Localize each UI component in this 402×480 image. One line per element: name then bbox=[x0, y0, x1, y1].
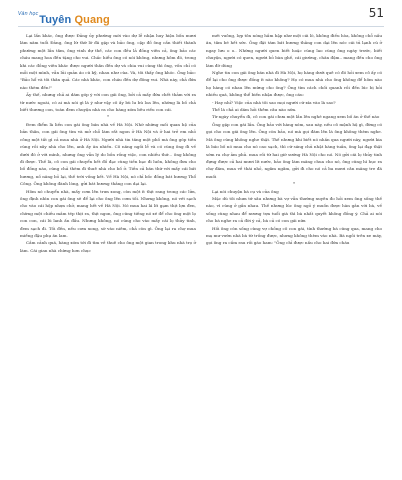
magazine-logo bbox=[18, 6, 110, 26]
page-number: 51 bbox=[368, 6, 384, 20]
paragraph: Ông gặp con gái lần. Ông bảo với hàng xóm, sau này, nếu cô mệnh hệ gì, đừng có gọi cho con gái ông lên. Ông còn bảo, nó mà gọi đám lên là ông không thèm nghe. Mà ông cũng không nghe thật. Thế nhưng khi biết nó nhắn qua người này, người kia là báo bố nó mua cho nó cao sạch, thì cứ sáng chủ nhật hàng tuần, ông lại đạp thật sớm ra chợ ảm phủ. mua rồi từ hai giờ sướng Hà Nội cho nó. Nó gửi cái lọ thủy tinh đựng được cả hai mươi lít nước, bảo ông làm măng chua cho nó, ông cũng hì hục ra chợ đám, mua về thái nhỏ, ngâm ngâm, gửi đi cho nó cả ba mươi cân măng tre đá muối bbox=[206, 121, 382, 179]
logo-prefix: Văn học bbox=[18, 11, 39, 17]
paragraph: Từ ngày chuyển đi, cô con gái chưa một lần lên nghé ngang xem bố ăn ở thế nào bbox=[212, 114, 380, 120]
logo-title bbox=[39, 14, 110, 26]
article-body bbox=[20, 32, 382, 472]
paragraph: Ấy thế, nhưng chả ai dám góp ý với con gái ông, bởi cả mấy đứa chết thảm với ra từ nước ngoài, có ai mà nói gì là ý như vậy cô ấy bù lu bù loa lên, những là bố chả biết thương con, toàn đem chuyện nhà ra cho hàng xóm bêu riếu con cái. bbox=[20, 92, 196, 113]
paragraph: Hôm nó chuyển nhà, mấy cơm lên trưa xong, còn một ít thịt rang trong các lửa, ông định nhìn con gái ông sẽ để lại cho ông lên cơm tối. Nhưng không, nó vét sạch cho vào cái hộp nhựa chở, mang hết về Hà Nội. Nó mua hai lá lít gạm thịt lợn đen, chừng một chiều mắm tép thịt ra, thịt ngon, ông cũng tiếng nó xé để cho ông một lọ con con, cái lũ lanh ấn đấu. Nhưng không, nó cũng cho vào mấy cái lọ thủy tinh, đem sạch đi. Tối đến, nếu cơm xong, sờ vào niêm, chả còn gì. Ông lại ra chợ mua miếng đậu phụ ăn lam. bbox=[20, 188, 196, 238]
paragraph: Hồi ông còn sống cùng vợ chồng cô con gái, tính thường bà cũng qua, mang cho mẹ mư vườn nhà bà từ trồng được, nhưng không thèm vào nhà. Bà ngồi trên xe máy, gọi ông ra cầm rau rồi gào ham: "Ông chỉ được nấu cho hai đứa cháu bbox=[206, 225, 382, 246]
logo-word-2: Quang bbox=[74, 14, 110, 26]
logo-word-1: Tuyên bbox=[39, 14, 72, 26]
header-divider bbox=[18, 26, 384, 27]
left-column bbox=[20, 32, 196, 472]
paragraph: Cầm cảnh quá, hàng xóm tới đi tìm về thuê cho ông một gian trong khu nhà trọ ở làm. Cái gian nhà chừng hơn chục bbox=[20, 240, 196, 253]
paragraph: Đem điểm là liền con gái ông bán nhà về Hà Nội. Nhờ những mối quan hệ của bản thân, con gái ông tìm và mở chỗ làm rất ngon ở Hà Nội và ở hai trẻ em nhỏ công một tất gì cả mua nhà ở Hà Nội. Người nhà tin tăng một phố mà ông góp tiền cùng rồi xây nhà cho lên, anh ấy ăn nhiều. Cô năng ngồi lễ và có cùng ông đi về dưới đó ở với mình, nhưng ông vẫn lý do bồn rồng việc, con nhiều thứ... ông không đi được. Thế là, cô con gái chuyển hết đồ đạc cùng tiền bạc đi luôn, không đưa cho bố đồng nào, cũng chả thèm đi thuê nhà cho bố ở. Tiền cả bán thứ với mấy cái bát hương, nồ năng bỏ lại, thế trời vống kết. Về Hà Nội, nó chỉ bốc đồng bát hương Thổ Công. Ông không đành lòng, gửi bát hương thắng con dại lại. bbox=[20, 121, 196, 187]
paragraph: mét vuông, lợp tôn nóng hầm hập như một cái lò, không điều hòa, không chỗ nấu ăn, tâm bé hết sức. Ông đặt tám bát hương thằng con dại lên nóc cái tủ lạnh cũ ở ngay lưu o o.. Những người quen biết hoặc cùng lao cùng ông ngày trước, biết chuyện, người có quen, người bỏ bàn ghế, cái giường, chăn đệm.. mang đến cho ông làm đỡ dùng bbox=[206, 33, 382, 68]
right-column bbox=[206, 32, 382, 472]
paragraph: Lại lần khác, ông được Đảng ủy phường mời vào dự lễ nhận huy hiệu bốn mươi lăm năm tuổi Đảng, ông lữ thữ lỡ đã gặp và bảo ông, cập đồ ông cần thiết thành phường một lần tâm, ông vinh dự thế, các con đều lả đồng viên cả, ông bảo các cháu mang hoa đến tặng cho vui. Chắc hiểu ông có nói không, nhưng hôm đó, trong khi các đồng viên khác được người thân đến dự và chia vui cùng thì ông, vốn chỉ có mỗi một mình, vẫn lủi quản áo cũ kỹ, nhau như cùa. Và, tôi thấy ông khóc. Ông bảo: "Bảo hổ và tôi thân quả. Các nhà khác, con cháu đến dự đông vui. Nhà này, chả đứa nào thèm đến!" bbox=[20, 33, 196, 90]
section-separator: * bbox=[292, 181, 296, 187]
paragraph: - Hay nhỉ? Việc của nhà tôi sao mọi người cứ xía vào là sao? bbox=[212, 99, 336, 105]
paragraph: Nghe tin con gái ông bán nhà đi Hà Nội, họ hàng dưới quê có đó hỏi xem cô ấy có để lại cho ông được đồng ít nào không? Họ có mua nhà cho ông không để hôm nào họ hàng có nhau lên mừng cho ông? Ông tìm cách chối quanh rồi đến lúc bị hỏi nhiều quá, không thể biến nhận được, ông cáu: bbox=[206, 70, 382, 98]
page-header bbox=[18, 4, 384, 30]
section-separator: * bbox=[106, 114, 110, 120]
paragraph: Thế là chả ai dám hỏi thêm câu nào nữa. bbox=[212, 107, 297, 113]
paragraph: Mặc dù tôi nhưa tứ sâu nhưng bà vợ vẫn thường xuyên đo hỏi xem ông sống thế nào, vì cùng ở gần nhau. Thế nhưng lúc ông ngỏ ý muốn được hàn gắn với bà, về sống cùng nhau để nương tựa tuổi già thì bà nhất quyết không đồng ý. Chả ai nói cho bà nghe ra cả đời ý cả, bà cả có con gái nữa bbox=[206, 195, 382, 224]
paragraph: Lại nói chuyện bà cụ và của ông bbox=[212, 188, 279, 194]
